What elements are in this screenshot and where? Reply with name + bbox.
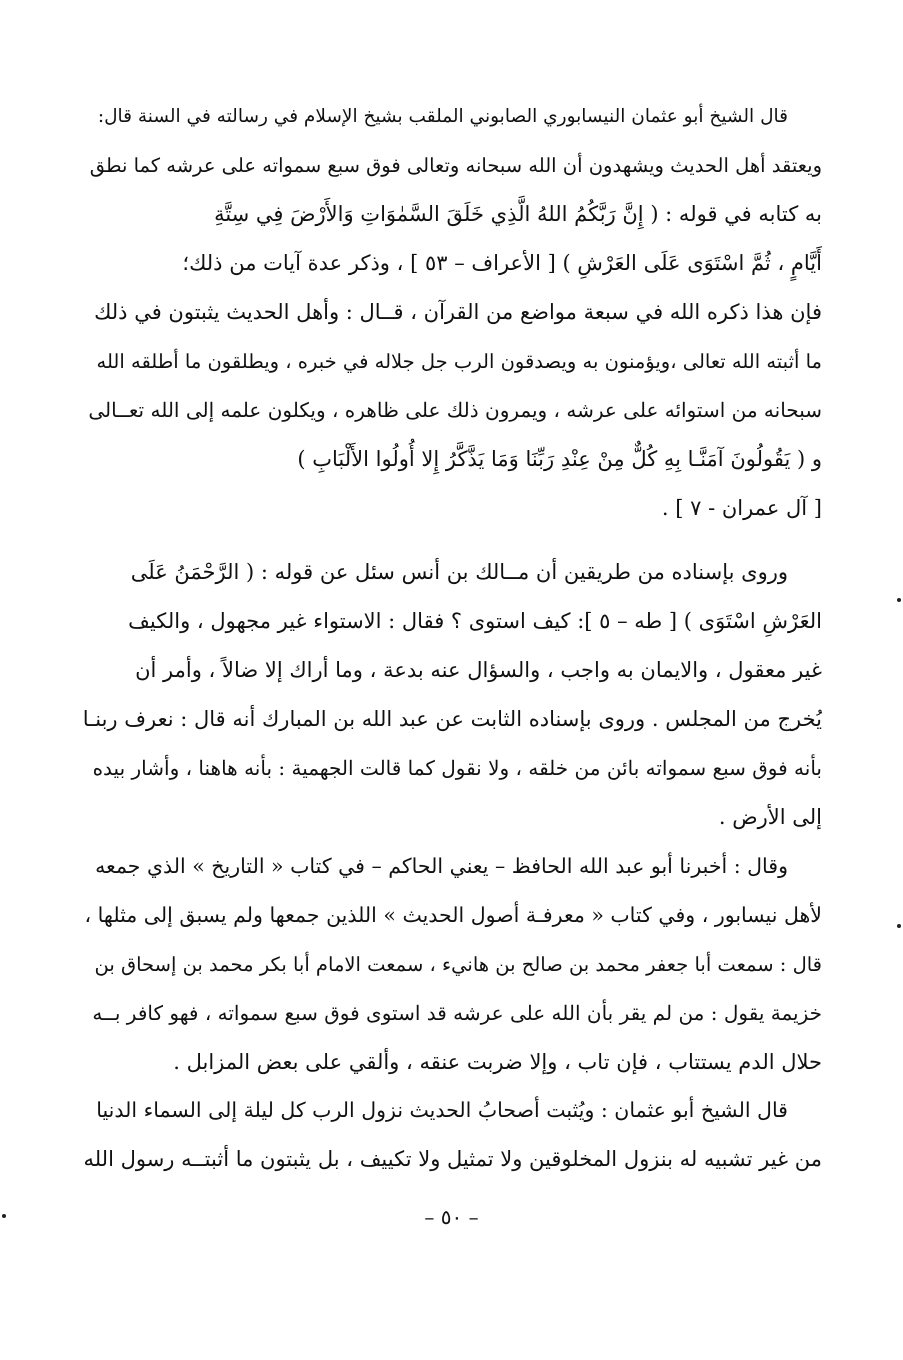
text-line: [ آل عمران - ٧ ] . [661, 496, 822, 520]
page-number: – ٥٠ – [424, 1205, 479, 1229]
text-line: إلى الأرض . [718, 805, 822, 829]
text-line: قال الشيخ أبو عثمان : ويُثبت أصحابُ الحديث نزول الرب كل ليلة إلى السماء الدنيا [96, 1098, 788, 1122]
text-line: بأنه فوق سبع سمواته بائن من خلقه ، ولا نقول كما قالت الجهمية : بأنه هاهنا ، وأشار بيده [92, 756, 822, 780]
text-line: حلال الدم يستتاب ، فإن تاب ، وإلا ضربت عنقه ، وألقي على بعض المزابل . [173, 1050, 822, 1074]
text-line: خزيمة يقول : من لم يقر بأن الله على عرشه قد استوى فوق سبع سمواته ، فهو كافر بــه [92, 1001, 822, 1025]
text-line: أَيَّامٍ ، ثُمَّ اسْتَوَى عَلَى العَرْشِ ) [ الأعراف – ٥٣ ] ، وذكر عدة آيات من ذلك؛ [182, 251, 822, 275]
paragraph-2 [82, 548, 822, 842]
text-line: لأهل نيسابور ، وفي كتاب « معرفـة أصول الحديث » اللذين جمعها ولم يسبق إلى مثلها ، [84, 903, 822, 927]
paragraph-1 [82, 92, 822, 533]
text-line: وقال : أخبرنا أبو عبد الله الحافظ – يعني الحاكم – في كتاب « التاريخ » الذي جمعه [95, 854, 788, 878]
text-line: به كتابه في قوله : ( إِنَّ رَبَّكُمُ اللهُ الَّذِي خَلَقَ السَّمٰوَاتِ وَالأَرْضَ فِي سِتَّةِ [214, 202, 822, 226]
text-line: يُخرج من المجلس . وروى بإسناده الثابت عن عبد الله بن المبارك أنه قال : نعرف ربنـا [82, 707, 822, 731]
text-line: قال الشيخ أبو عثمان النيسابوري الصابوني الملقب بشيخ الإسلام في رسالته في السنة قال: [97, 106, 788, 127]
text-line: و ( يَقُولُونَ آمَنَّـا بِهِ كُلٌّ مِنْ عِنْدِ رَبِّنَا وَمَا يَذَّكَّرُ إِلا أُولُوا الأَلْبَابِ ) [297, 447, 822, 471]
scan-speck [897, 924, 901, 928]
scan-speck [897, 598, 901, 602]
paragraph-4 [82, 1086, 822, 1184]
text-line: سبحانه من استوائه على عرشه ، ويمرون ذلك على ظاهره ، ويكلون علمه إلى الله تعــالى [88, 398, 822, 422]
text-line: من غير تشبيه له بنزول المخلوقين ولا تمثيل ولا تكييف ، بل يثبتون ما أثبتــه رسول الله [83, 1147, 822, 1171]
text-line: ويعتقد أهل الحديث ويشهدون أن الله سبحانه وتعالى فوق سبع سمواته على عرشه كما نطق [89, 154, 822, 177]
paragraph-3 [82, 842, 822, 1087]
scan-speck [2, 1214, 6, 1218]
text-line: ما أثبته الله تعالى ،ويؤمنون به ويصدقون الرب جل جلاله في خبره ، ويطلقون ما أطلقه الله [96, 350, 822, 373]
text-line: غير معقول ، والايمان به واجب ، والسؤال عنه بدعة ، وما أراك إلا ضالاً ، وأمر أن [135, 658, 822, 682]
text-line: فإن هذا ذكره الله في سبعة مواضع من القرآن ، قــال : وأهل الحديث يثبتون في ذلك [94, 300, 822, 324]
text-line: قال : سمعت أبا جعفر محمد بن صالح بن هانيء ، سمعت الامام أبا بكر محمد بن إسحاق بن [94, 953, 822, 976]
text-line: وروى بإسناده من طريقين أن مــالك بن أنس سئل عن قوله : ( الرَّحْمَنُ عَلَى [130, 560, 788, 584]
text-line: العَرْشِ اسْتَوَى ) [ طه – ٥ ]: كيف استوى ؟ فقال : الاستواء غير مجهول ، والكيف [128, 609, 822, 633]
